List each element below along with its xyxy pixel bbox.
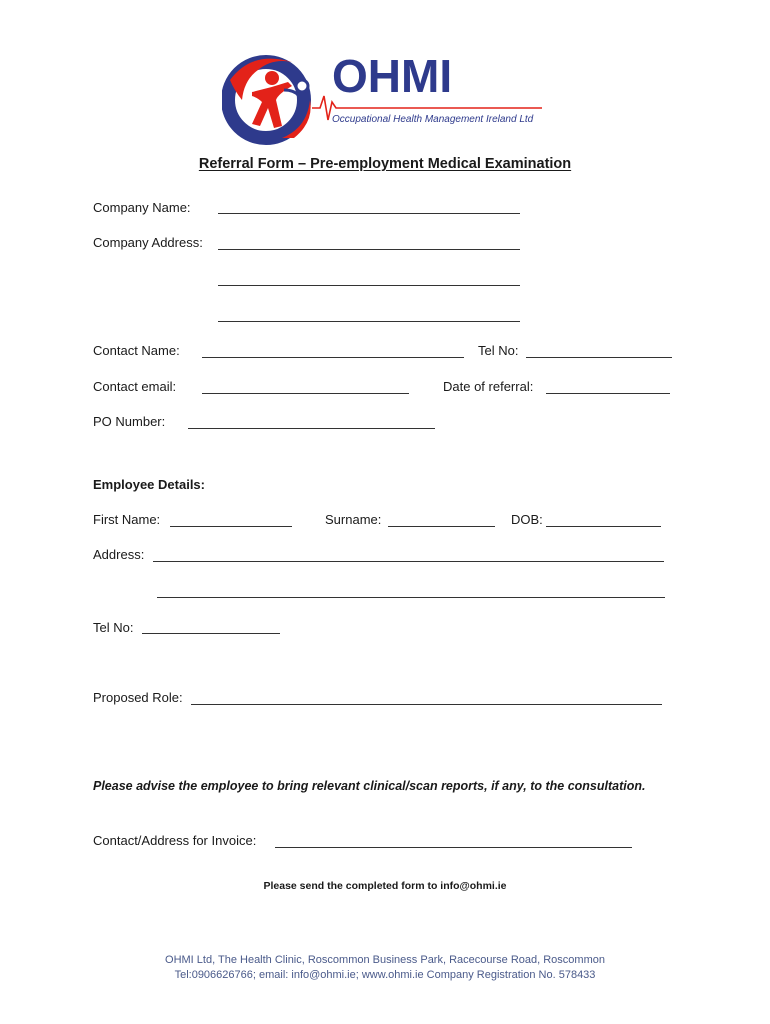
employee-address-label: Address: [93,547,145,562]
footer-address: OHMI Ltd, The Health Clinic, Roscommon Business Park, Racecourse Road, Roscommon [165,954,605,966]
company-name-field[interactable] [218,213,520,214]
send-instruction: Please send the completed form to info@ohmi.ie [263,880,507,892]
invoice-contact-label: Contact/Address for Invoice: [93,833,257,848]
company-name-label: Company Name: [93,200,191,215]
po-number-field[interactable] [188,428,435,429]
date-of-referral-field[interactable] [546,393,670,394]
employee-address-field-1[interactable] [153,561,664,562]
company-address-field-2[interactable] [218,285,520,286]
company-tel-label: Tel No: [478,343,519,358]
surname-field[interactable] [388,526,495,527]
first-name-label: First Name: [93,512,161,527]
employee-tel-label: Tel No: [93,620,134,635]
company-address-label: Company Address: [93,235,203,250]
proposed-role-field[interactable] [191,704,662,705]
company-tel-field[interactable] [526,357,672,358]
dob-label: DOB: [511,512,543,527]
contact-email-field[interactable] [202,393,409,394]
contact-email-label: Contact email: [93,379,177,394]
invoice-contact-field[interactable] [275,847,632,848]
contact-name-label: Contact Name: [93,343,180,358]
employee-details-heading: Employee Details: [93,477,205,492]
employee-address-field-2[interactable] [157,597,665,598]
dob-field[interactable] [546,526,661,527]
proposed-role-label: Proposed Role: [93,690,183,705]
contact-name-field[interactable] [202,357,464,358]
advice-note: Please advise the employee to bring relevant clinical/scan reports, if any, to the consultation. [93,779,646,793]
footer-contact: Tel:0906626766; email: info@ohmi.ie; www.ohmi.ie Company Registration No. 578433 [174,969,596,981]
company-address-field-3[interactable] [218,321,520,322]
form-title: Referral Form – Pre-employment Medical Examination [198,156,572,172]
first-name-field[interactable] [170,526,292,527]
svg-text:Occupational Health Management: Occupational Health Management Ireland Ltd [332,114,534,125]
date-of-referral-label: Date of referral: [443,379,534,394]
svg-text:OHMI: OHMI [332,50,453,102]
ohmi-logo [222,50,552,150]
po-number-label: PO Number: [93,414,166,429]
surname-label: Surname: [325,512,382,527]
employee-tel-field[interactable] [142,633,280,634]
company-address-field-1[interactable] [218,249,520,250]
